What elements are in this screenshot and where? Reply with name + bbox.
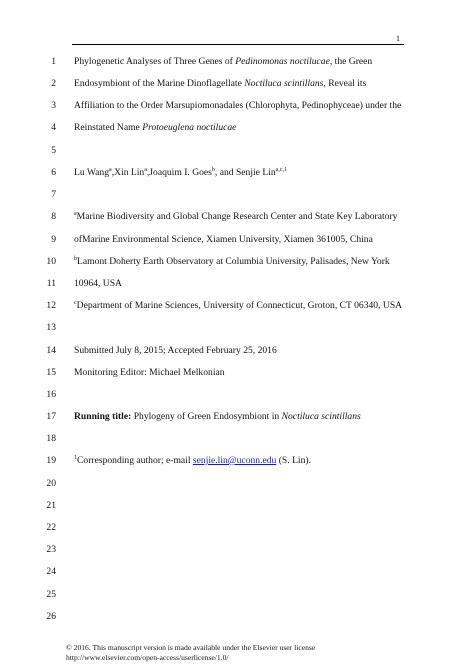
- author-name: Lu Wang: [74, 167, 110, 178]
- line-number: 13: [46, 322, 56, 333]
- affiliation: [74, 255, 390, 269]
- line-number: 16: [46, 389, 56, 400]
- author-name: , and Senjie Lin: [214, 167, 276, 178]
- manuscript-line: [0, 477, 474, 491]
- corresponding-text: (S. Lin).: [276, 455, 311, 466]
- line-number: 18: [46, 433, 56, 444]
- author-list: [74, 166, 287, 180]
- line-number: 11: [46, 278, 56, 289]
- line-number: 2: [51, 78, 56, 89]
- line-number: 4: [51, 122, 56, 133]
- author-name: ,Xin Lin: [111, 167, 145, 178]
- affiliation-text: ofMarine Environmental Science, Xiamen University, Xiamen 361005, China: [74, 234, 373, 245]
- title-text: , Reveal its: [323, 78, 367, 89]
- manuscript-line: [0, 99, 474, 113]
- line-number: 7: [51, 189, 56, 200]
- affiliation: [74, 210, 397, 224]
- manuscript-line: [0, 233, 474, 247]
- title-text: Phylogenetic Analyses of Three Genes of: [74, 56, 236, 67]
- manuscript-line: [0, 499, 474, 513]
- line-number: 14: [46, 345, 56, 356]
- manuscript-line: [0, 210, 474, 224]
- affiliation-mark: a: [144, 166, 147, 173]
- line-number: 17: [46, 411, 56, 422]
- manuscript-line: [0, 454, 474, 468]
- affiliation-text: 10964, USA: [74, 278, 122, 289]
- line-number: 3: [51, 100, 56, 111]
- manuscript-line: [0, 77, 474, 91]
- manuscript-line: [0, 366, 474, 380]
- title-text: , the Green: [329, 56, 373, 67]
- species-name: Pedinomonas noctilucae: [235, 56, 330, 67]
- footnote-mark: 1: [74, 454, 77, 461]
- page-number: 1: [396, 34, 400, 43]
- affiliation-mark: a: [74, 210, 77, 217]
- header-rule: [72, 44, 404, 45]
- license-footer: [66, 643, 315, 662]
- line-number: 22: [46, 522, 56, 533]
- affiliation-mark: a: [109, 166, 112, 173]
- manuscript-line: [0, 543, 474, 557]
- title-line: [74, 55, 372, 69]
- line-number: 6: [51, 167, 56, 178]
- affiliation: [74, 299, 402, 313]
- manuscript-line: [0, 299, 474, 313]
- line-number: 21: [46, 500, 56, 511]
- line-number: 23: [46, 544, 56, 555]
- line-number: 20: [46, 478, 56, 489]
- author-name: ,Joaquim I. Goes: [146, 167, 212, 178]
- running-title-label: Running title:: [74, 411, 132, 422]
- line-number: 8: [51, 211, 56, 222]
- running-title: [74, 410, 361, 424]
- manuscript-line: [0, 432, 474, 446]
- title-line: [74, 77, 366, 91]
- line-number: 10: [46, 256, 56, 267]
- corresponding-author: [74, 454, 311, 468]
- species-name: Protoeuglena noctilucae: [142, 122, 237, 133]
- species-name: Noctiluca scintillans: [281, 411, 361, 422]
- manuscript-line: [0, 121, 474, 135]
- manuscript-line: [0, 344, 474, 358]
- line-number: 9: [51, 234, 56, 245]
- line-number: 24: [46, 566, 56, 577]
- manuscript-line: [0, 188, 474, 202]
- line-number: 25: [46, 589, 56, 600]
- affiliation-mark: b: [211, 166, 215, 173]
- manuscript-line: [0, 388, 474, 402]
- line-number: 5: [51, 145, 56, 156]
- affiliation-text: Lamont Doherty Earth Observatory at Columbia University, Palisades, New York: [77, 256, 390, 267]
- manuscript-line: [0, 255, 474, 269]
- line-number: 26: [46, 611, 56, 622]
- manuscript-line: [0, 610, 474, 624]
- affiliation-mark: a,c,1: [275, 166, 287, 173]
- submission-dates: Submitted July 8, 2015; Accepted February 25, 2016: [74, 345, 277, 356]
- monitoring-editor: Monitoring Editor: Michael Melkonian: [74, 367, 225, 378]
- affiliation-text: Marine Biodiversity and Global Change Research Center and State Key Laboratory: [76, 211, 398, 222]
- manuscript-line: [0, 410, 474, 424]
- running-title-text: Phylogeny of Green Endosymbiont in: [131, 411, 282, 422]
- manuscript-line: [0, 277, 474, 291]
- corresponding-text: Corresponding author; e-mail: [77, 455, 193, 466]
- manuscript-line: [0, 588, 474, 602]
- line-number: 12: [46, 300, 56, 311]
- manuscript-line: [0, 565, 474, 579]
- manuscript-line: [0, 521, 474, 535]
- line-number: 1: [51, 56, 56, 67]
- title-line: [74, 121, 236, 135]
- manuscript-line: [0, 166, 474, 180]
- affiliation-mark: c: [74, 299, 77, 306]
- line-number: 15: [46, 367, 56, 378]
- title-text: Affiliation to the Order Marsupiomonadales (Chlorophyta, Pedinophyceae) under the: [74, 100, 402, 111]
- manuscript-line: [0, 144, 474, 158]
- title-text: Endosymbiont of the Marine Dinoflagellate: [74, 78, 245, 89]
- email-link[interactable]: senjie.lin@uconn.edu: [192, 455, 277, 466]
- line-number: 19: [46, 455, 56, 466]
- license-url[interactable]: http://www.elsevier.com/open-access/userlicense/1.0/: [66, 652, 229, 662]
- manuscript-line: [0, 55, 474, 69]
- license-text: © 2016. This manuscript version is made available under the Elsevier user license: [66, 643, 316, 652]
- manuscript-line: [0, 321, 474, 335]
- species-name: Noctiluca scintillans: [244, 78, 324, 89]
- title-text: Reinstated Name: [74, 122, 143, 133]
- affiliation-mark: b: [74, 255, 77, 262]
- affiliation-text: Department of Marine Sciences, University of Connecticut, Groton, CT 06340, USA: [76, 300, 403, 311]
